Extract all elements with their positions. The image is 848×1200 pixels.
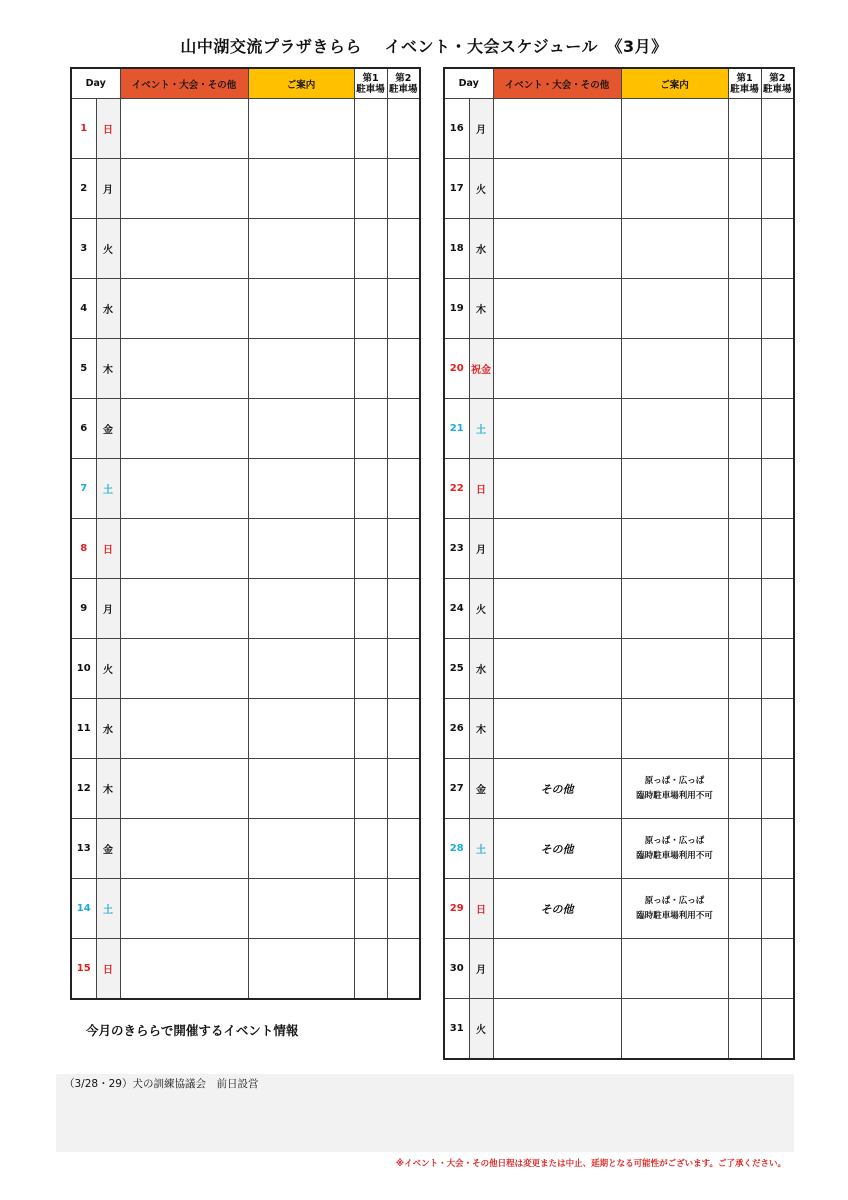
guide-cell [621,579,728,639]
table-row [71,399,420,459]
parking1-cell [728,279,761,339]
day-number: 27 [444,759,469,819]
weekday-cell: 日 [96,99,120,159]
day-number: 17 [444,159,469,219]
guide-cell [621,99,728,159]
guide-line: 原っぱ・広っぱ [644,895,705,906]
parking2-cell [761,579,794,639]
day-number: 21 [444,399,469,459]
event-cell [493,579,621,639]
guide-cell [248,879,354,939]
weekday-cell: 木 [96,759,120,819]
day-number: 23 [444,519,469,579]
guide-line: 原っぱ・広っぱ [644,835,705,846]
guide-cell [248,639,354,699]
parking1-cell [728,879,761,939]
parking2-cell [387,759,420,819]
parking2-header-line1: 第2 [395,72,412,84]
guide-cell [621,639,728,699]
guide-cell [621,879,728,939]
event-cell [120,279,248,339]
guide-line: 原っぱ・広っぱ [644,775,705,786]
event-cell [120,819,248,879]
table-row [444,279,794,339]
weekday-cell: 日 [469,459,493,519]
parking2-cell [761,399,794,459]
table-row [444,159,794,219]
parking2-cell [761,159,794,219]
parking1-cell [354,279,387,339]
weekday-cell: 木 [469,279,493,339]
event-header: イベント・大会・その他 [120,68,248,99]
table-row [71,639,420,699]
weekday-cell: 火 [96,639,120,699]
parking1-cell [728,339,761,399]
guide-cell [621,819,728,879]
table-row [71,819,420,879]
event-cell [493,339,621,399]
table-row [444,819,794,879]
parking1-cell [354,939,387,999]
guide-header: ご案内 [621,68,728,99]
guide-cell [621,759,728,819]
table-row [444,519,794,579]
parking2-cell [761,519,794,579]
weekday-cell: 金 [96,819,120,879]
weekday-cell: 月 [96,579,120,639]
table-row [444,639,794,699]
day-number: 30 [444,939,469,999]
parking2-cell [761,939,794,999]
parking1-cell [728,999,761,1059]
weekday-cell: 祝金 [469,339,493,399]
guide-line: 臨時駐車場利用不可 [636,790,713,801]
table-row [71,519,420,579]
table-row [71,939,420,999]
day-number: 31 [444,999,469,1059]
day-header: Day [71,68,120,99]
table-header-row [71,68,420,99]
weekday-cell: 木 [96,339,120,399]
day-number: 8 [71,519,96,579]
parking2-cell [387,219,420,279]
weekday-cell: 金 [96,399,120,459]
parking1-cell [728,759,761,819]
guide-cell [621,699,728,759]
weekday-cell: 月 [96,159,120,219]
table-row [444,699,794,759]
guide-cell [248,459,354,519]
parking1-header [354,68,387,99]
day-number: 16 [444,99,469,159]
parking1-cell [354,219,387,279]
parking2-cell [761,879,794,939]
event-cell [493,399,621,459]
event-cell [493,639,621,699]
event-cell [120,99,248,159]
event-cell [493,279,621,339]
event-cell [493,459,621,519]
event-cell [120,759,248,819]
event-cell [493,699,621,759]
event-cell [493,519,621,579]
parking1-header-line1: 第1 [736,72,753,84]
weekday-cell: 火 [469,159,493,219]
guide-cell [248,939,354,999]
event-header: イベント・大会・その他 [493,68,621,99]
schedule-table-right [443,67,795,1060]
event-cell [120,339,248,399]
guide-cell [621,279,728,339]
day-number: 5 [71,339,96,399]
weekday-cell: 水 [469,219,493,279]
weekday-cell: 金 [469,759,493,819]
event-cell [493,999,621,1059]
guide-cell [621,219,728,279]
guide-cell [621,339,728,399]
guide-cell [248,339,354,399]
table-row [444,879,794,939]
day-number: 6 [71,399,96,459]
parking1-header-line2: 駐車場 [356,83,385,95]
parking2-cell [761,219,794,279]
table-header-row [444,68,794,99]
parking1-cell [354,459,387,519]
weekday-cell: 月 [469,99,493,159]
event-cell [120,879,248,939]
parking2-header-line1: 第2 [769,72,786,84]
parking2-cell [387,399,420,459]
parking2-cell [761,639,794,699]
weekday-cell: 土 [96,459,120,519]
day-number: 12 [71,759,96,819]
table-row [444,759,794,819]
table-row [444,459,794,519]
day-number: 25 [444,639,469,699]
event-cell [120,699,248,759]
day-number: 24 [444,579,469,639]
table-row [71,699,420,759]
monthly-info-heading: 今月のきららで開催するイベント情報 [86,1023,299,1038]
event-cell [120,159,248,219]
parking1-cell [354,519,387,579]
table-row [71,159,420,219]
parking1-cell [354,579,387,639]
schedule-table-left [70,67,421,1000]
table-row [71,579,420,639]
table-row [71,99,420,159]
parking2-cell [761,699,794,759]
weekday-cell: 火 [469,579,493,639]
guide-cell [248,519,354,579]
guide-cell [248,579,354,639]
event-cell [120,519,248,579]
guide-cell [248,99,354,159]
parking2-cell [387,99,420,159]
parking2-header [761,68,794,99]
day-number: 13 [71,819,96,879]
parking2-cell [387,699,420,759]
parking2-cell [387,459,420,519]
parking2-cell [761,819,794,879]
monthly-info-text: （3/28・29）犬の訓練協議会 前日設営 [64,1078,259,1090]
day-number: 11 [71,699,96,759]
parking1-cell [728,639,761,699]
day-number: 20 [444,339,469,399]
parking1-cell [728,159,761,219]
table-row [71,339,420,399]
weekday-cell: 日 [96,939,120,999]
day-number: 4 [71,279,96,339]
weekday-cell: 木 [469,699,493,759]
parking2-header-line2: 駐車場 [763,83,792,95]
day-number: 28 [444,819,469,879]
parking2-cell [387,939,420,999]
monthly-info-box [56,1074,794,1152]
table-row [444,339,794,399]
footer-note: ※イベント・大会・その他日程は変更または中止、延期となる可能性がございます。ご了承ください。 [395,1159,786,1169]
day-number: 3 [71,219,96,279]
parking1-cell [354,819,387,879]
event-cell [493,219,621,279]
parking2-cell [387,819,420,879]
guide-cell [248,819,354,879]
event-cell: その他 [493,759,621,819]
parking2-cell [387,519,420,579]
guide-line: 臨時駐車場利用不可 [636,910,713,921]
weekday-cell: 土 [96,879,120,939]
parking1-cell [728,579,761,639]
day-number: 18 [444,219,469,279]
day-number: 29 [444,879,469,939]
parking1-header [728,68,761,99]
parking2-cell [387,639,420,699]
table-row [71,459,420,519]
parking2-cell [387,159,420,219]
day-number: 15 [71,939,96,999]
day-number: 19 [444,279,469,339]
event-cell: その他 [493,819,621,879]
table-row [444,999,794,1059]
page-title: 山中湖交流プラザきらら イベント・大会スケジュール 《3月》 [180,37,668,56]
table-row [71,279,420,339]
event-cell [493,939,621,999]
day-number: 1 [71,99,96,159]
parking2-cell [387,339,420,399]
parking1-cell [354,339,387,399]
guide-header: ご案内 [248,68,354,99]
event-cell [120,399,248,459]
day-number: 2 [71,159,96,219]
weekday-cell: 日 [96,519,120,579]
guide-cell [621,939,728,999]
weekday-cell: 水 [96,699,120,759]
parking1-cell [728,519,761,579]
guide-cell [248,219,354,279]
guide-cell [248,759,354,819]
weekday-cell: 土 [469,819,493,879]
event-cell [120,639,248,699]
table-row [71,879,420,939]
table-row [444,399,794,459]
parking1-cell [728,99,761,159]
guide-cell [621,399,728,459]
parking1-cell [354,99,387,159]
parking2-cell [761,759,794,819]
table-row [444,579,794,639]
parking1-header-line1: 第1 [362,72,379,84]
parking2-cell [387,879,420,939]
guide-cell [621,999,728,1059]
parking2-cell [761,459,794,519]
table-row [71,219,420,279]
day-number: 9 [71,579,96,639]
event-cell [493,99,621,159]
event-cell [120,459,248,519]
weekday-cell: 水 [469,639,493,699]
weekday-cell: 土 [469,399,493,459]
day-number: 26 [444,699,469,759]
table-row [444,219,794,279]
parking1-cell [728,459,761,519]
parking1-cell [728,939,761,999]
parking1-cell [354,639,387,699]
parking2-cell [761,339,794,399]
parking1-cell [728,699,761,759]
event-cell [493,159,621,219]
guide-cell [248,159,354,219]
parking1-cell [728,399,761,459]
table-row [71,759,420,819]
guide-cell [248,279,354,339]
event-cell: その他 [493,879,621,939]
parking1-cell [354,879,387,939]
event-cell [120,579,248,639]
parking2-header [387,68,420,99]
guide-cell [248,699,354,759]
day-number: 14 [71,879,96,939]
guide-cell [621,159,728,219]
event-cell [120,219,248,279]
weekday-cell: 水 [96,279,120,339]
parking2-cell [761,999,794,1059]
parking2-cell [761,99,794,159]
parking2-cell [387,579,420,639]
parking1-cell [728,819,761,879]
parking1-cell [728,219,761,279]
parking2-header-line2: 駐車場 [389,83,418,95]
guide-cell [621,519,728,579]
guide-line: 臨時駐車場利用不可 [636,850,713,861]
day-number: 22 [444,459,469,519]
parking1-cell [354,399,387,459]
day-number: 10 [71,639,96,699]
parking1-header-line2: 駐車場 [730,83,759,95]
table-row [444,939,794,999]
weekday-cell: 日 [469,879,493,939]
guide-cell [248,399,354,459]
weekday-cell: 月 [469,939,493,999]
weekday-cell: 火 [96,219,120,279]
weekday-cell: 火 [469,999,493,1059]
parking1-cell [354,159,387,219]
parking1-cell [354,759,387,819]
day-number: 7 [71,459,96,519]
parking1-cell [354,699,387,759]
parking2-cell [387,279,420,339]
weekday-cell: 月 [469,519,493,579]
day-header: Day [444,68,493,99]
event-cell [120,939,248,999]
parking2-cell [761,279,794,339]
guide-cell [621,459,728,519]
table-row [444,99,794,159]
